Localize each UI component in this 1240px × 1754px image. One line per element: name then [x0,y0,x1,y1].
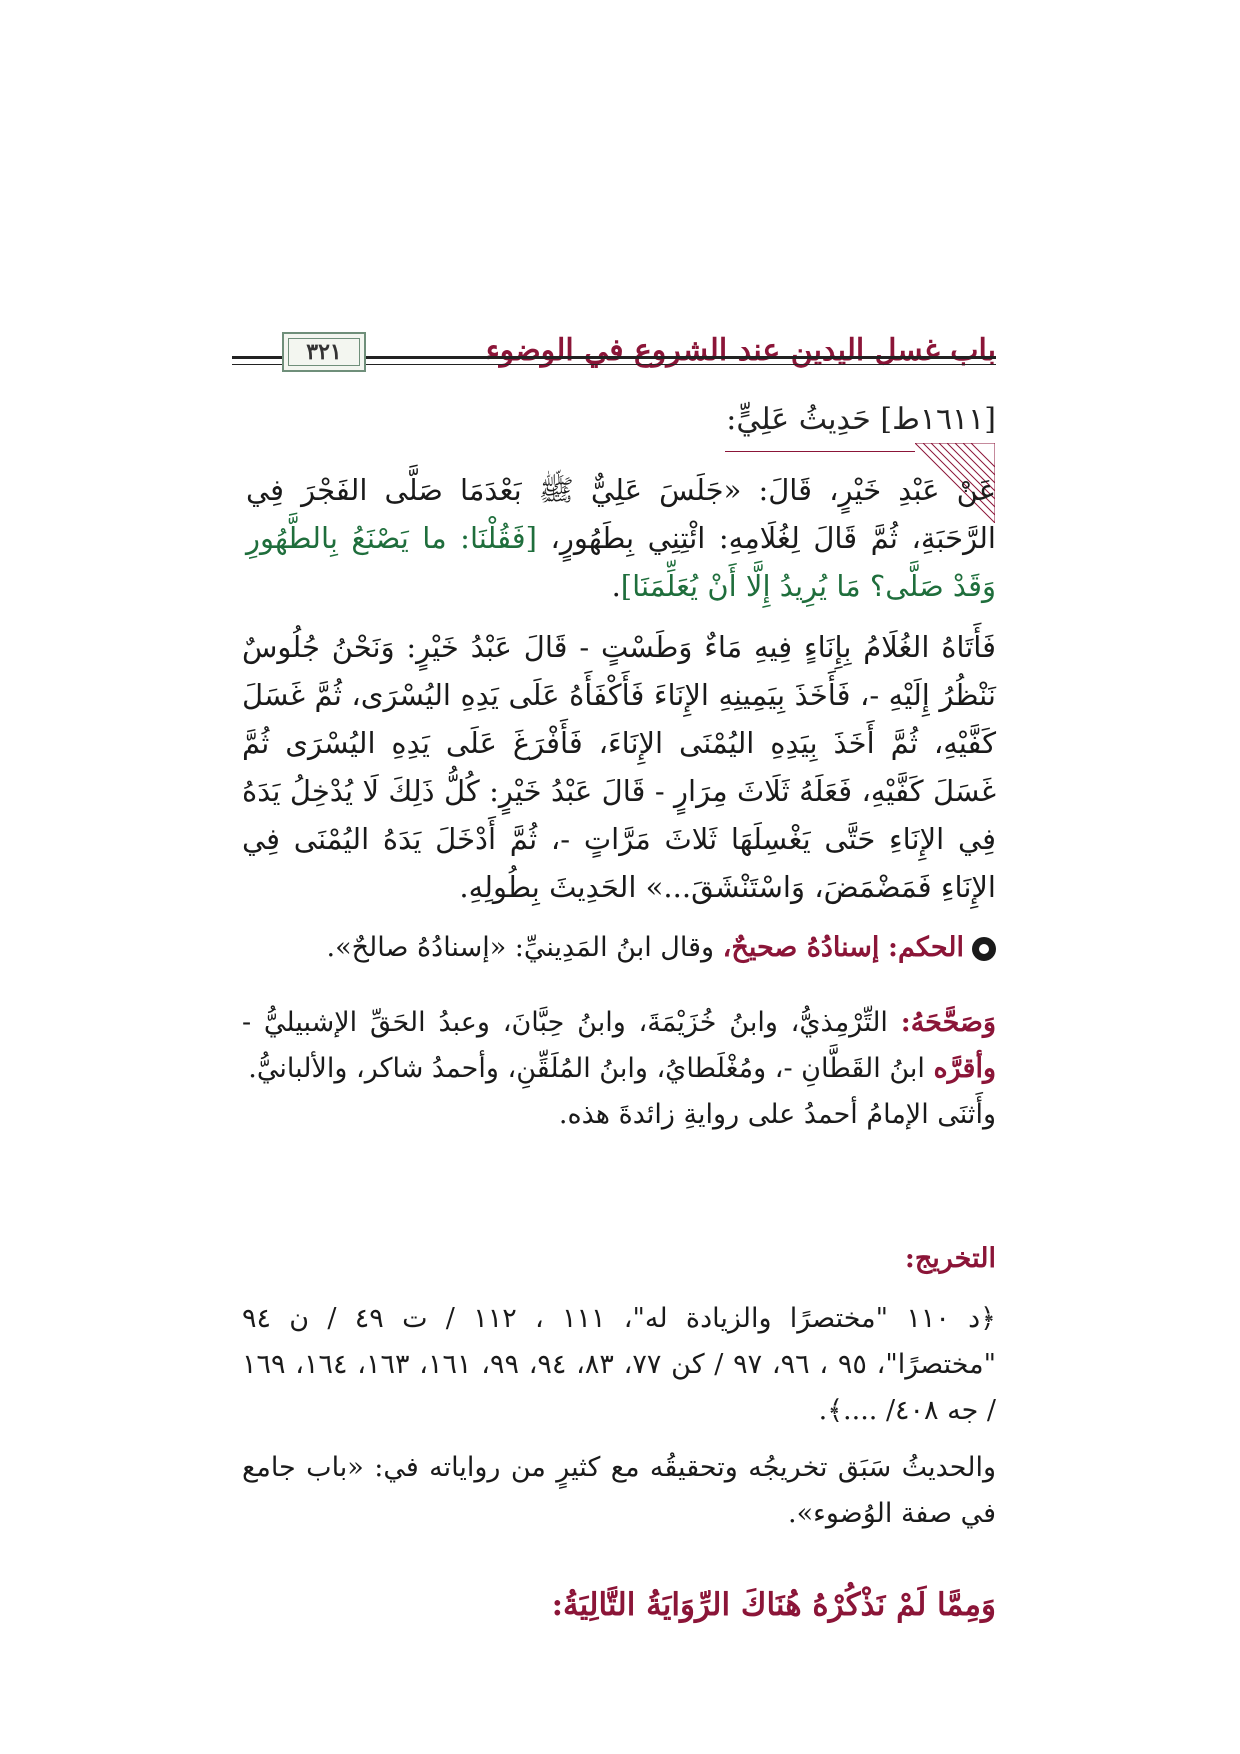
approved-by-label: وأقرَّه [933,1053,996,1084]
section-heading [726,402,996,437]
praise-line: وأَثنَى الإمامُ أحمدُ على روايةِ زائدةَ هذه. [558,1099,996,1130]
ruling-rest: وقال ابنُ المَدِينيِّ: «إسنادُهُ صالحٌ». [326,932,723,963]
authenticated-by-text: التِّرْمِذيُّ، وابنُ خُزَيْمَةَ، وابنُ حِبَّانَ، وعبدُ الحَقِّ الإشبيليُّ - [242,1007,901,1038]
takhrij-text: ﴿د ١١٠ "مختصرًا والزيادة له"، ١١١ ، ١١٢ / ت ٤٩ / ن ٩٤ "مختصرًا"، ٩٥ ، ٩٦، ٩٧ / كن ٧٧، ٨٣، ٩٤، ٩٩، ١٦١، ١٦٣، ١٦٤، ١٦٩ / جه ٤٠٨/ ....﴾. [242,1303,997,1426]
authentication-paragraph [242,1000,996,1138]
header-rule-left [232,356,282,359]
chapter-title: باب غسل اليدين عند الشروع في الوضوء [485,333,996,368]
hadith-text-addition: [فَقُلْنَا: ما يَصْنَعُ بِالطَّهُورِ وَقَدْ صَلَّى؟ مَا يُرِيدُ إِلَّا أَنْ يُعَلِّمَنَا] [246,521,996,603]
page-number: ٣٢١ [288,338,360,366]
note-paragraph: والحديثُ سَبَق تخريجُه وتحقيقُه مع كثيرٍ من رواياته في: «باب جامع في صفة الوُضوء». [242,1452,996,1529]
ruling-value: إسنادُهُ صحيحٌ، [722,932,880,963]
hadith-text-end: . [611,569,621,603]
takhrij-heading: التخريج: [904,1243,996,1274]
flower-bullet-icon [972,937,996,961]
ruling-line [242,925,996,971]
header-rule-left-thin [232,364,282,365]
hadith-paragraph-1 [246,466,996,610]
decorative-line [725,451,915,452]
authenticated-by-label: وَصَحَّحَهُ: [900,1007,996,1038]
hadith-paragraph-2: فَأَتَاهُ الغُلَامُ بِإِنَاءٍ فِيهِ مَاءٌ وَطَسْتٍ - قَالَ عَبْدُ خَيْرٍ: وَنَحْنُ جُلُوسٌ نَنْظُرُ إِلَيْهِ -، فَأَخَذَ بِيَمِينِهِ الإِنَاءَ فَأَكْفَأَهُ عَلَى يَدِهِ اليُسْرَى، ثُمَّ غَسَلَ كَفَّيْهِ، ثُمَّ أَخَذَ بِيَدِهِ اليُمْنَى الإِنَاءَ، فَأَفْرَغَ عَلَى يَدِهِ اليُسْرَى ثُمَّ غَسَلَ كَفَّيْهِ، فَعَلَهُ ثَلَاثَ مِرَارٍ - قَالَ عَبْدُ خَيْرٍ: كُلُّ ذَلِكَ لَا يُدْخِلُ يَدَهُ فِي الإِنَاءِ حَتَّى يَغْسِلَهَا ثَلاثَ مَرَّاتٍ -، ثُمَّ أَدْخَلَ يَدَهُ اليُمْنَى فِي الإِنَاءِ فَمَضْمَضَ، وَاسْتَنْشَقَ...» الحَدِيثَ بِطُولِهِ. [242,630,996,904]
header-rule-thin [366,364,996,365]
header-rule [366,356,996,359]
section-number: [١٦١١ط] [880,402,996,437]
approved-by-text: ابنُ القَطَّانِ -، ومُغْلَطايُ، وابنُ المُلَقِّنِ، وأحمدُ شاكر، والألبانيُّ. [248,1053,934,1084]
ruling-label: الحكم: [887,932,964,963]
hadith-text-a: عَنْ عَبْدِ خَيْرٍ، قَالَ: «جَلَسَ عَلِيٌّ ﷺ بَعْدَمَا صَلَّى الفَجْرَ فِي الرَّحَبَةِ، ثُمَّ قَالَ لِغُلَامِهِ: ائْتِنِي بِطَهُورٍ، [246,473,996,555]
next-section-heading: وَمِمَّا لَمْ نَذْكُرْهُ هُنَاكَ الرِّوَايَةُ التَّالِيَةُ: [551,1587,996,1623]
page-number-frame [282,332,366,372]
section-title: حَدِيثُ عَلِيٍّ: [726,402,871,437]
